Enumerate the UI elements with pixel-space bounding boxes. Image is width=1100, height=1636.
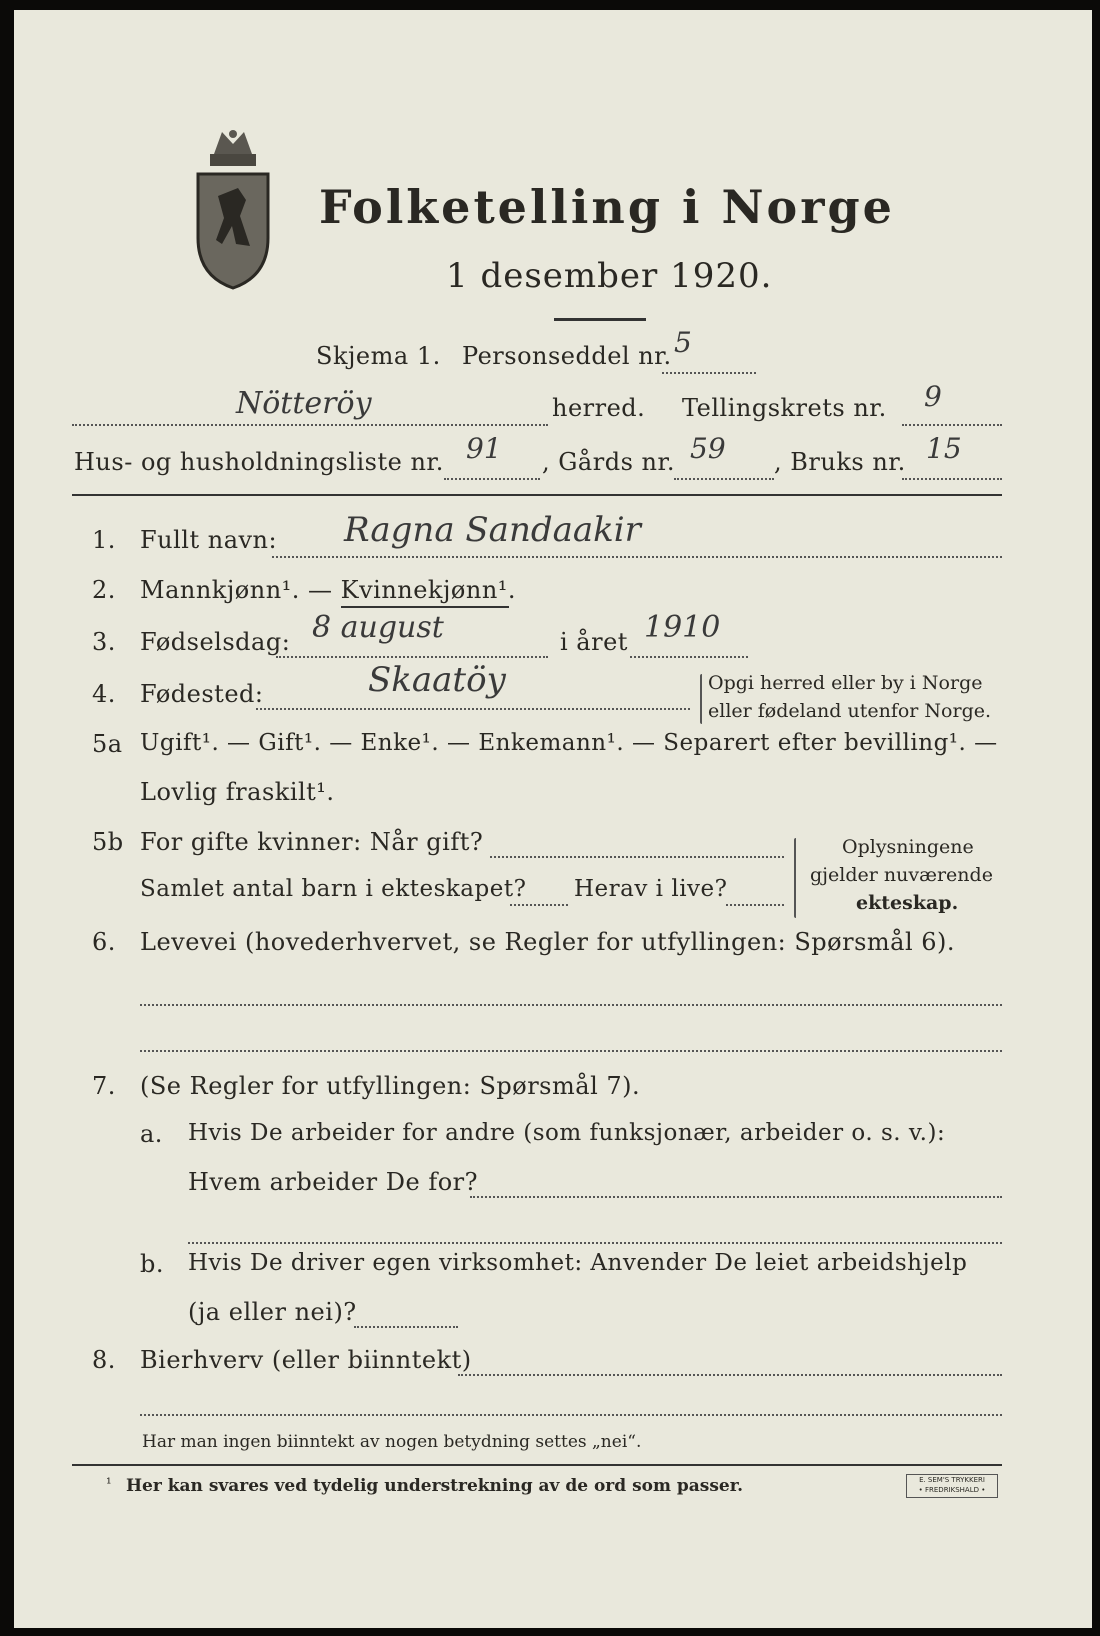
occupation-field-2 <box>140 1050 1002 1052</box>
birth-year-value: 1910 <box>644 610 721 645</box>
marriage-note-bracket <box>794 838 796 918</box>
birth-year-field <box>630 656 748 658</box>
children-alive-label: Herav i live? <box>574 876 728 902</box>
header-divider <box>72 494 1002 496</box>
hired-help-field <box>354 1326 458 1328</box>
q7-label: (Se Regler for utfyllingen: Spørsmål 7). <box>140 1072 641 1100</box>
occupation-field-1 <box>140 1004 1002 1006</box>
q1-number: 1. <box>92 526 116 554</box>
marriage-note-1: Oplysningene <box>842 836 974 858</box>
bruks-field <box>902 478 1002 480</box>
full-name-field <box>272 556 1002 558</box>
birthdate-value: 8 august <box>312 610 444 645</box>
q1-label: Fullt navn: <box>140 526 278 554</box>
children-alive-field <box>726 904 784 906</box>
side-income-note: Har man ingen biinntekt av nogen betydning settes „nei“. <box>142 1432 642 1452</box>
schema-label: Skjema 1. <box>316 342 441 370</box>
marriage-note-2: gjelder nuværende <box>810 864 993 886</box>
birthplace-note-1: Opgi herred eller by i Norge <box>708 672 983 694</box>
birthplace-value: Skaatöy <box>368 660 506 700</box>
hus-value: 91 <box>466 432 502 465</box>
employer-field-2 <box>188 1242 1002 1244</box>
gender-underline <box>341 606 509 608</box>
q8-number: 8. <box>92 1346 116 1374</box>
married-when-field <box>490 856 784 858</box>
q4-number: 4. <box>92 680 116 708</box>
marital-options-line-1: Ugift¹. — Gift¹. — Enke¹. — Enkemann¹. — Separert efter bevilling¹. — <box>140 730 998 756</box>
gards-field <box>674 478 774 480</box>
printer-stamp-line-2: • FREDRIKSHALD • <box>918 1486 986 1494</box>
q7b-line-1: Hvis De driver egen virksomhet: Anvender De leiet arbeidshjelp <box>188 1250 968 1276</box>
bruks-value: 15 <box>926 432 962 465</box>
personseddel-field <box>662 372 756 374</box>
q2-number: 2. <box>92 576 116 604</box>
marital-options-line-2: Lovlig fraskilt¹. <box>140 778 335 806</box>
q7-number: 7. <box>92 1072 116 1100</box>
herred-label: herred. <box>552 394 646 422</box>
birthplace-field <box>256 708 690 710</box>
gards-label: , Gårds nr. <box>542 448 675 476</box>
married-when-label: For gifte kvinner: Når gift? <box>140 828 484 856</box>
year-label: i året <box>560 628 628 656</box>
q7a-letter: a. <box>140 1120 163 1148</box>
hus-label: Hus- og husholdningsliste nr. <box>74 448 444 476</box>
q4-label: Fødested: <box>140 680 264 708</box>
side-income-label: Bierhverv (eller biinntekt) <box>140 1346 472 1374</box>
occupation-label: Levevei (hovederhvervet, se Regler for utfyllingen: Spørsmål 6). <box>140 928 956 956</box>
printer-stamp <box>906 1474 998 1498</box>
tellingskrets-field <box>902 424 1002 426</box>
municipality-field <box>72 424 548 426</box>
birthplace-note-2: eller fødeland utenfor Norge. <box>708 700 992 722</box>
marriage-note-3: ekteskap. <box>856 892 959 914</box>
personseddel-value: 5 <box>674 326 692 359</box>
side-income-field-2 <box>140 1414 1002 1416</box>
printer-stamp-line-1: E. SEM'S TRYKKERI <box>919 1476 985 1484</box>
children-total-label: Samlet antal barn i ekteskapet? <box>140 876 527 902</box>
coat-of-arms-icon <box>192 126 274 292</box>
employer-label: Hvem arbeider De for? <box>188 1168 479 1196</box>
form-title: Folketelling i Norge <box>319 180 895 234</box>
census-date: 1 desember 1920. <box>446 256 773 296</box>
footnote-mark: ¹ <box>106 1476 112 1492</box>
footnote-text: Her kan svares ved tydelig understrekning av de ord som passer. <box>126 1476 744 1496</box>
tellingskrets-value: 9 <box>924 380 942 413</box>
tellingskrets-label: Tellingskrets nr. <box>682 394 887 422</box>
municipality-value: Nötteröy <box>236 386 372 421</box>
hus-field <box>444 478 540 480</box>
children-total-field <box>510 904 568 906</box>
side-income-field-1 <box>458 1374 1002 1376</box>
q5b-number: 5b <box>92 828 124 856</box>
hired-help-label: (ja eller nei)? <box>188 1298 357 1326</box>
birthdate-field <box>276 656 548 658</box>
gender-options: Mannkjønn¹. — Kvinnekjønn¹. <box>140 576 517 604</box>
gards-value: 59 <box>690 432 726 465</box>
q5a-number: 5a <box>92 730 123 758</box>
full-name-value: Ragna Sandaakir <box>344 510 641 550</box>
birthplace-note-bracket <box>700 674 702 724</box>
q7b-letter: b. <box>140 1250 164 1278</box>
bruks-label: , Bruks nr. <box>774 448 906 476</box>
census-form-sheet <box>14 10 1092 1628</box>
employer-field-1 <box>470 1196 1002 1198</box>
q6-number: 6. <box>92 928 116 956</box>
title-divider <box>554 318 646 321</box>
q3-label: Fødselsdag: <box>140 628 291 656</box>
q7a-line-1: Hvis De arbeider for andre (som funksjonær, arbeider o. s. v.): <box>188 1120 946 1146</box>
footnote-divider <box>72 1464 1002 1466</box>
q3-number: 3. <box>92 628 116 656</box>
personseddel-label: Personseddel nr. <box>462 342 672 370</box>
